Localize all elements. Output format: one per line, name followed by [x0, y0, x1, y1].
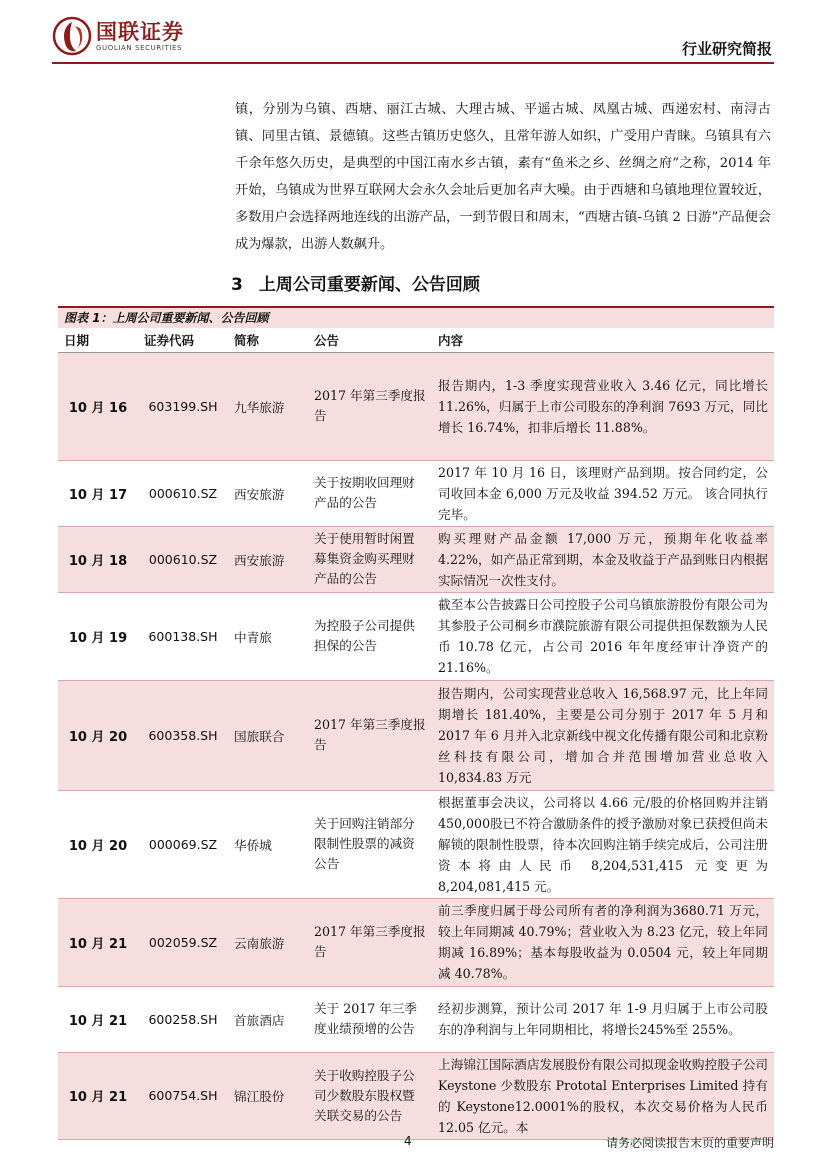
row-code: 000610.SZ [138, 526, 228, 592]
table-header-row [58, 328, 774, 352]
row-content: 根据董事会决议，公司将以 4.66 元/股的价格回购并注销450,000股已不符合激励条件的授予激励对象已获授但尚未解锁的限制性股票，待本次回购注销手续完成后，公司注册资本将由人民币 8,204,531,415 元变更为 8,204,081,415 元。 [432, 790, 774, 898]
row-date: 10 月 16 [58, 352, 138, 460]
section-title-text: 上周公司重要新闻、公告回顾 [258, 275, 480, 295]
row-content: 截至本公告披露日公司控股子公司乌镇旅游股份有限公司为其参股子公司桐乡市濮院旅游有限公司提供担保数额为人民币 10.78 亿元，占公司 2016 年年度经审计净资产的 21.16%。 [432, 592, 774, 680]
header-divider [52, 62, 774, 64]
row-content: 购买理财产品金额 17,000 万元，预期年化收益率 4.22%，如产品正常到期，本金及收益于产品到账日内根据实际情况一次性支付。 [432, 526, 774, 592]
row-name: 西安旅游 [228, 526, 308, 592]
row-name: 首旅酒店 [228, 986, 308, 1052]
report-type-label: 行业研究简报 [681, 40, 772, 58]
row-name: 锦江股份 [228, 1052, 308, 1139]
table-row [58, 1052, 774, 1139]
row-content: 2017 年 10 月 16 日，该理财产品到期。按合同约定，公司收回本金 6,000 万元及收益 394.52 万元。 该合同执行完毕。 [432, 460, 774, 526]
column-header-code: 证券代码 [138, 328, 228, 352]
guolian-logo-icon [52, 16, 92, 56]
row-code: 002059.SZ [138, 898, 228, 986]
row-date: 10 月 21 [58, 986, 138, 1052]
row-code: 000610.SZ [138, 460, 228, 526]
row-announcement: 2017 年第三季度报告 [308, 680, 432, 790]
table-row [58, 790, 774, 898]
row-content: 报告期内，公司实现营业总收入 16,568.97 元，比上年同期增长 181.40%，主要是公司分别于 2017 年 5 月和 2017 年 6 月并入北京新线中视文化传播有限公司和北京粉丝科技有限公司，增加合并范围增加营业总收入 10,834.83 万元 [432, 680, 774, 790]
row-announcement: 关于使用暂时闲置募集资金购买理财产品的公告 [308, 526, 432, 592]
row-content: 前三季度归属于母公司所有者的净利润为3680.71 万元，较上年同期减 40.79%；营业收入为 8.23 亿元，较上年同期减 16.89%；基本每股收益为 0.0504 元，较上年同期减 40.78%。 [432, 898, 774, 986]
row-content: 经初步测算，预计公司 2017 年 1-9 月归属于上市公司股东的净利润与上年同期相比，将增长245%至 255%。 [432, 986, 774, 1052]
row-code: 600258.SH [138, 986, 228, 1052]
row-name: 国旅联合 [228, 680, 308, 790]
logo-chinese-name: 国联证券 [96, 19, 184, 44]
row-announcement: 2017 年第三季度报告 [308, 898, 432, 986]
table-row [58, 526, 774, 592]
row-code: 600138.SH [138, 592, 228, 680]
row-code: 600754.SH [138, 1052, 228, 1139]
column-header-content: 内容 [432, 328, 774, 352]
row-announcement: 关于回购注销部分限制性股票的减资公告 [308, 790, 432, 898]
row-announcement: 关于收购控股子公司少数股东股权暨关联交易的公告 [308, 1052, 432, 1139]
column-header-name: 简称 [228, 328, 308, 352]
footer-disclaimer: 请务必阅读报告末页的重要声明 [605, 1136, 774, 1150]
row-date: 10 月 17 [58, 460, 138, 526]
table-row [58, 352, 774, 460]
table-row [58, 986, 774, 1052]
table-row [58, 592, 774, 680]
logo-english-name: GUOLIAN SECURITIES [96, 43, 183, 52]
row-date: 10 月 21 [58, 898, 138, 986]
column-header-date: 日期 [58, 328, 138, 352]
paragraph-text: 镇，分别为乌镇、西塘、丽江古城、大理古城、平遥古城、凤凰古城、西递宏村、南浔古镇、同里古镇、景德镇。这些古镇历史悠久，且常年游人如织，广受用户青睐。乌镇具有六千余年悠久历史，是典型的中国江南水乡古镇，素有“鱼米之乡、丝绸之府”之称，2014 年开始，乌镇成为世界互联网大会永久会址后更加名声大噪。由于西塘和乌镇地理位置较近，多数用户会选择两地连线的出游产品，一到节假日和周末，“西塘古镇-乌镇 2 日游”产品便会成为爆款，出游人数飙升。 [235, 102, 771, 252]
row-code: 000069.SZ [138, 790, 228, 898]
row-code: 600358.SH [138, 680, 228, 790]
column-header-announcement: 公告 [308, 328, 432, 352]
page-header [52, 16, 774, 60]
row-date: 10 月 19 [58, 592, 138, 680]
table-row [58, 460, 774, 526]
row-content: 上海锦江国际酒店发展股份有限公司拟现金收购控股子公司 Keystone 少数股东 Prototal Enterprises Limited 持有的 Keystone12.0001%的股权，本次交易价格为人民币 12.05 亿元。本 [432, 1052, 774, 1139]
row-code: 603199.SH [138, 352, 228, 460]
row-announcement: 2017 年第三季度报告 [308, 352, 432, 460]
table-caption: 图表 1：上周公司重要新闻、公告回顾 [58, 306, 774, 328]
row-name: 西安旅游 [228, 460, 308, 526]
row-name: 中青旅 [228, 592, 308, 680]
table-row [58, 680, 774, 790]
section-number: 3 [231, 275, 243, 295]
row-date: 10 月 18 [58, 526, 138, 592]
company-logo [52, 16, 184, 56]
row-announcement: 为控股子公司提供担保的公告 [308, 592, 432, 680]
body-paragraph [235, 96, 771, 258]
page-number: 4 [404, 1134, 412, 1148]
row-announcement: 关于按期收回理财产品的公告 [308, 460, 432, 526]
row-announcement: 关于 2017 年三季度业绩预增的公告 [308, 986, 432, 1052]
row-name: 九华旅游 [228, 352, 308, 460]
row-name: 云南旅游 [228, 898, 308, 986]
news-table [58, 328, 774, 1140]
row-date: 10 月 20 [58, 790, 138, 898]
row-date: 10 月 20 [58, 680, 138, 790]
row-date: 10 月 21 [58, 1052, 138, 1139]
row-content: 报告期内，1-3 季度实现营业收入 3.46 亿元，同比增长 11.26%，归属于上市公司股东的净利润 7693 万元，同比增长 16.74%，扣非后增长 11.88%。 [432, 352, 774, 460]
table-row [58, 898, 774, 986]
row-name: 华侨城 [228, 790, 308, 898]
section-heading [231, 270, 480, 295]
